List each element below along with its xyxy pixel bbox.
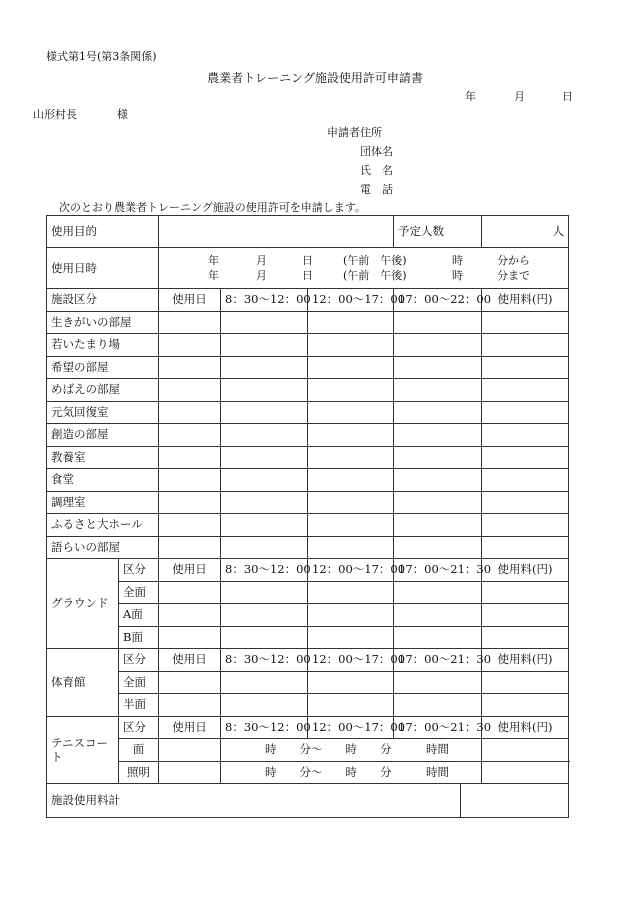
dt-start-day: 日: [302, 254, 313, 267]
cell[interactable]: [159, 469, 221, 492]
ground-name: グラウンド: [47, 559, 119, 649]
cell[interactable]: [394, 311, 482, 334]
tennis-slot2-header: 12：00～17：00: [308, 716, 394, 739]
cell[interactable]: [159, 401, 221, 424]
cell[interactable]: [482, 536, 569, 559]
cell[interactable]: [394, 491, 482, 514]
cell[interactable]: [159, 311, 221, 334]
ground-slot1-header: 8：30～12：00: [221, 559, 308, 582]
cell[interactable]: [159, 514, 221, 537]
table-row: [47, 379, 569, 402]
cell[interactable]: [159, 379, 221, 402]
cell[interactable]: [394, 424, 482, 447]
cell[interactable]: [308, 401, 394, 424]
cell[interactable]: [221, 446, 308, 469]
rooms-slot3-header: 17：00～22：00: [394, 289, 482, 312]
addressee: 山形村長: [33, 108, 77, 121]
cell[interactable]: [221, 379, 308, 402]
dt-end-ampm: (午前 午後): [343, 269, 407, 282]
cell[interactable]: [394, 514, 482, 537]
tennis-header-row: [47, 716, 569, 739]
cell[interactable]: [221, 694, 308, 717]
gym-slot3-header: 17：00～21：30: [394, 649, 482, 672]
table-row: [47, 491, 569, 514]
cell[interactable]: [221, 469, 308, 492]
tennis-court-label: 面: [119, 739, 159, 762]
tennis-category-header: 区分: [119, 716, 159, 739]
cell[interactable]: [221, 514, 308, 537]
cell[interactable]: [394, 671, 482, 694]
group-name-label: 団体名: [360, 145, 393, 158]
dt-start-ampm: (午前 午後): [343, 254, 407, 267]
rooms-date-header: 使用日: [159, 289, 221, 312]
room-name: 創造の部屋: [47, 424, 159, 447]
date-day-label: 日: [562, 90, 573, 103]
table-row: [47, 761, 569, 784]
cell[interactable]: [308, 356, 394, 379]
ground-category-header: 区分: [119, 559, 159, 582]
table-row: [47, 739, 569, 762]
applicant-address-label: 申請者住所: [327, 126, 382, 139]
cell[interactable]: [308, 311, 394, 334]
gym-area: 半面: [119, 694, 159, 717]
cell[interactable]: [394, 694, 482, 717]
purpose-label: 使用目的: [47, 216, 159, 248]
cell[interactable]: [159, 604, 221, 627]
cell[interactable]: [308, 671, 394, 694]
date-year-label: 年: [465, 90, 476, 103]
cell[interactable]: [221, 356, 308, 379]
cell[interactable]: [159, 446, 221, 469]
dt-end-year: 年: [208, 269, 219, 282]
room-name: 生きがいの部屋: [47, 311, 159, 334]
cell[interactable]: [482, 469, 569, 492]
gym-slot1-header: 8：30～12：00: [221, 649, 308, 672]
ground-slot3-header: 17：00～21：30: [394, 559, 482, 582]
cell[interactable]: [308, 491, 394, 514]
cell[interactable]: [308, 626, 394, 649]
cell[interactable]: [482, 604, 569, 627]
cell[interactable]: [482, 671, 569, 694]
rooms-category-header: 施設区分: [47, 289, 159, 312]
tennis-slot1-header: 8：30～12：00: [221, 716, 308, 739]
cell[interactable]: [308, 424, 394, 447]
room-name: 若いたまり場: [47, 334, 159, 357]
cell[interactable]: [159, 356, 221, 379]
cell[interactable]: [159, 536, 221, 559]
table-row: [47, 311, 569, 334]
cell[interactable]: [482, 491, 569, 514]
cell[interactable]: [159, 581, 221, 604]
table-row: [47, 469, 569, 492]
cell[interactable]: [221, 424, 308, 447]
cell[interactable]: [159, 761, 221, 784]
cell[interactable]: [394, 334, 482, 357]
gym-category-header: 区分: [119, 649, 159, 672]
cell[interactable]: [159, 491, 221, 514]
cell[interactable]: [221, 491, 308, 514]
tennis-light-time: 時 分～ 時 分 時間: [221, 761, 482, 784]
tennis-slot3-header: 17：00～21：30: [394, 716, 482, 739]
table-row: [47, 356, 569, 379]
dt-start-from: 分から: [497, 254, 530, 267]
cell[interactable]: [394, 401, 482, 424]
cell[interactable]: [394, 581, 482, 604]
cell[interactable]: [482, 424, 569, 447]
dt-end-until: 分まで: [497, 269, 530, 282]
tennis-court-time: 時 分～ 時 分 時間: [221, 739, 482, 762]
cell[interactable]: [482, 739, 569, 762]
room-name: 食堂: [47, 469, 159, 492]
cell[interactable]: [482, 379, 569, 402]
tennis-date-header: 使用日: [159, 716, 221, 739]
cell[interactable]: [308, 514, 394, 537]
table-row: [47, 581, 569, 604]
table-row: [47, 514, 569, 537]
cell[interactable]: [308, 604, 394, 627]
cell[interactable]: [159, 424, 221, 447]
total-row: [47, 784, 569, 818]
table-row: [47, 694, 569, 717]
rooms-header-row: [47, 289, 569, 312]
room-name: 語らいの部屋: [47, 536, 159, 559]
table-row: [47, 334, 569, 357]
page-title: 農業者トレーニング施設使用許可申請書: [207, 71, 423, 85]
cell[interactable]: [308, 581, 394, 604]
cell[interactable]: [221, 334, 308, 357]
cell[interactable]: [159, 694, 221, 717]
table-row: [47, 626, 569, 649]
cell[interactable]: [482, 311, 569, 334]
dt-start-month: 月: [256, 254, 267, 267]
tennis-fee-header: 使用料(円): [482, 716, 569, 739]
gym-date-header: 使用日: [159, 649, 221, 672]
datetime-input[interactable]: [159, 248, 569, 289]
table-row: [47, 604, 569, 627]
ground-area: 全面: [119, 581, 159, 604]
cell[interactable]: [482, 581, 569, 604]
gym-name: 体育館: [47, 649, 119, 717]
honorific: 様: [117, 108, 128, 121]
applicant-name-label: 氏 名: [360, 164, 393, 177]
dt-start-hour: 時: [452, 254, 463, 267]
cell[interactable]: [482, 446, 569, 469]
rooms-slot1-header: 8：30～12：00: [221, 289, 308, 312]
cell[interactable]: [482, 401, 569, 424]
dt-end-month: 月: [256, 269, 267, 282]
cell[interactable]: [394, 356, 482, 379]
cell[interactable]: [394, 626, 482, 649]
tennis-light-label: 照明: [119, 761, 159, 784]
cell[interactable]: [159, 671, 221, 694]
cell[interactable]: [221, 581, 308, 604]
cell[interactable]: [394, 446, 482, 469]
expected-people-label: 予定人数: [394, 216, 482, 248]
total-input[interactable]: [461, 784, 569, 818]
form-number: 様式第1号(第3条関係): [46, 50, 157, 63]
cell[interactable]: [482, 761, 569, 784]
cell[interactable]: [482, 694, 569, 717]
phone-label: 電 話: [360, 183, 393, 196]
gym-header-row: [47, 649, 569, 672]
cell[interactable]: [308, 446, 394, 469]
intro-text: 次のとおり農業者トレーニング施設の使用許可を申請します。: [59, 201, 366, 214]
cell[interactable]: [308, 469, 394, 492]
cell[interactable]: [221, 604, 308, 627]
cell[interactable]: [394, 604, 482, 627]
dt-start-year: 年: [208, 254, 219, 267]
people-unit: 人: [552, 224, 564, 238]
total-label: 施設使用料計: [47, 784, 461, 818]
cell[interactable]: [308, 379, 394, 402]
cell[interactable]: [308, 536, 394, 559]
cell[interactable]: [221, 536, 308, 559]
cell[interactable]: [159, 334, 221, 357]
application-table: [46, 215, 569, 818]
cell[interactable]: [394, 536, 482, 559]
cell[interactable]: [482, 626, 569, 649]
purpose-row: [47, 216, 569, 248]
room-name: 元気回復室: [47, 401, 159, 424]
dt-end-hour: 時: [452, 269, 463, 282]
room-name: めばえの部屋: [47, 379, 159, 402]
table-row: [47, 446, 569, 469]
ground-fee-header: 使用料(円): [482, 559, 569, 582]
table-row: [47, 424, 569, 447]
room-name: 教養室: [47, 446, 159, 469]
expected-people-input[interactable]: [482, 216, 569, 248]
datetime-row: [47, 248, 569, 289]
cell[interactable]: [394, 379, 482, 402]
gym-fee-header: 使用料(円): [482, 649, 569, 672]
ground-area: A面: [119, 604, 159, 627]
tennis-name: テニスコート: [47, 716, 119, 784]
cell[interactable]: [482, 334, 569, 357]
table-row: [47, 671, 569, 694]
table-row: [47, 401, 569, 424]
ground-header-row: [47, 559, 569, 582]
ground-date-header: 使用日: [159, 559, 221, 582]
gym-slot2-header: 12：00～17：00: [308, 649, 394, 672]
ground-area: B面: [119, 626, 159, 649]
cell[interactable]: [159, 626, 221, 649]
cell[interactable]: [394, 469, 482, 492]
purpose-input[interactable]: [159, 216, 394, 248]
room-name: ふるさと大ホール: [47, 514, 159, 537]
date-month-label: 月: [514, 90, 525, 103]
cell[interactable]: [221, 401, 308, 424]
rooms-slot2-header: 12：00～17：00: [308, 289, 394, 312]
cell[interactable]: [221, 671, 308, 694]
room-name: 希望の部屋: [47, 356, 159, 379]
cell[interactable]: [482, 356, 569, 379]
cell[interactable]: [221, 626, 308, 649]
datetime-label: 使用日時: [47, 248, 159, 289]
table-row: [47, 536, 569, 559]
cell[interactable]: [221, 311, 308, 334]
cell[interactable]: [482, 514, 569, 537]
cell[interactable]: [308, 334, 394, 357]
cell[interactable]: [159, 739, 221, 762]
gym-area: 全面: [119, 671, 159, 694]
ground-slot2-header: 12：00～17：00: [308, 559, 394, 582]
dt-end-day: 日: [302, 269, 313, 282]
cell[interactable]: [308, 694, 394, 717]
rooms-fee-header: 使用料(円): [482, 289, 569, 312]
room-name: 調理室: [47, 491, 159, 514]
